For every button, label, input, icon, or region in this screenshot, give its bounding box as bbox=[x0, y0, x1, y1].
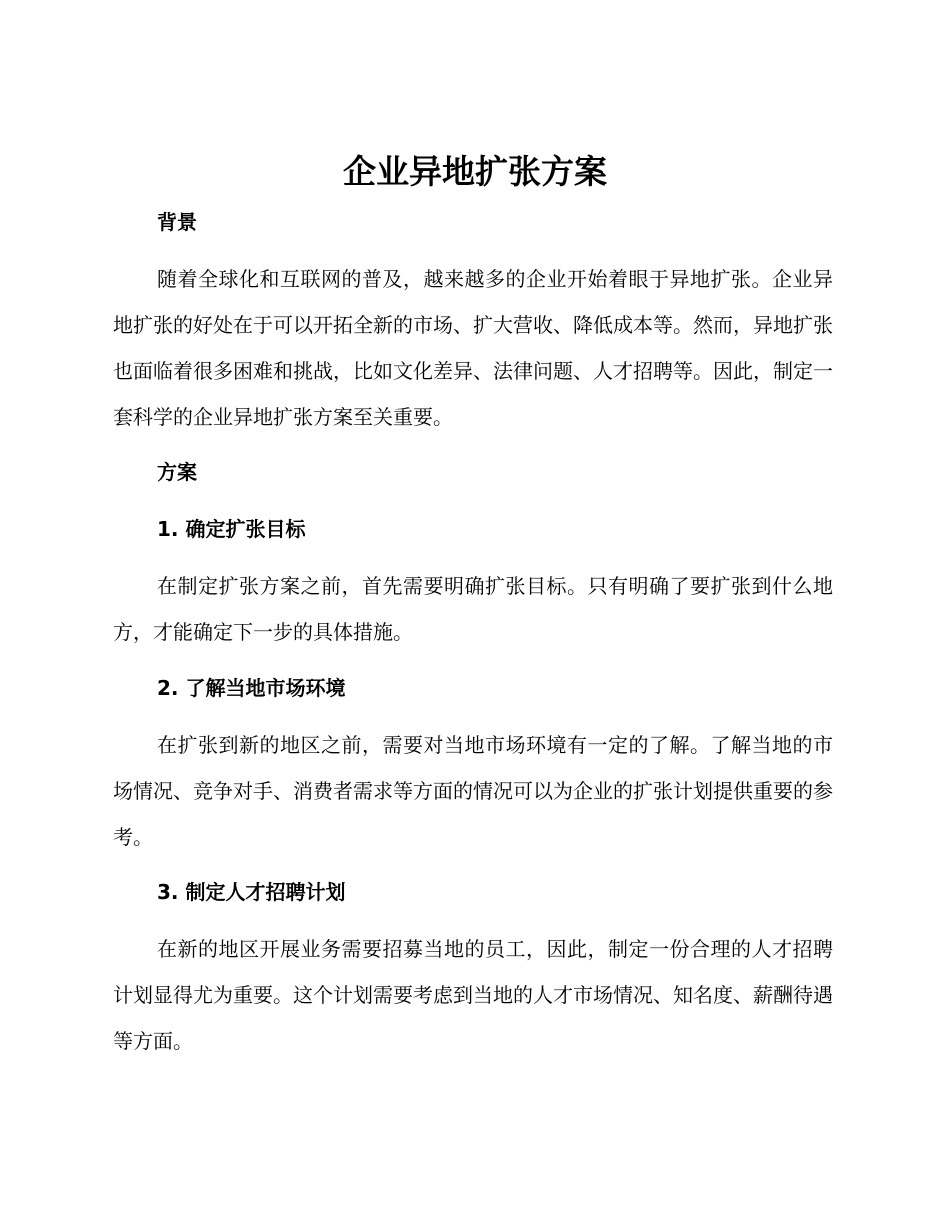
section-paragraph-recruit: 在新的地区开展业务需要招募当地的员工，因此，制定一份合理的人才招聘计划显得尤为重要。这个计划需要考虑到当地的人才市场情况、知名度、薪酬待遇等方面。 bbox=[113, 937, 833, 1053]
section-heading-background: 背景 bbox=[157, 210, 197, 234]
section-heading-recruit: 3. 制定人才招聘计划 bbox=[157, 880, 346, 904]
section-heading-plan: 方案 bbox=[157, 460, 197, 484]
section-heading-goal: 1. 确定扩张目标 bbox=[157, 517, 306, 541]
section-paragraph-goal: 在制定扩张方案之前，首先需要明确扩张目标。只有明确了要扩张到什么地方，才能确定下一步的具体措施。 bbox=[113, 574, 833, 644]
document-title: 企业异地扩张方案 bbox=[343, 152, 607, 191]
section-heading-market: 2. 了解当地市场环境 bbox=[157, 676, 346, 700]
section-paragraph-market: 在扩张到新的地区之前，需要对当地市场环境有一定的了解。了解当地的市场情况、竞争对手、消费者需求等方面的情况可以为企业的扩张计划提供重要的参考。 bbox=[113, 733, 833, 849]
section-paragraph-background: 随着全球化和互联网的普及，越来越多的企业开始着眼于异地扩张。企业异地扩张的好处在于可以开拓全新的市场、扩大营收、降低成本等。然而，异地扩张也面临着很多困难和挑战，比如文化差异、法律问题、人才招聘等。因此，制定一套科学的企业异地扩张方案至关重要。 bbox=[113, 267, 833, 429]
